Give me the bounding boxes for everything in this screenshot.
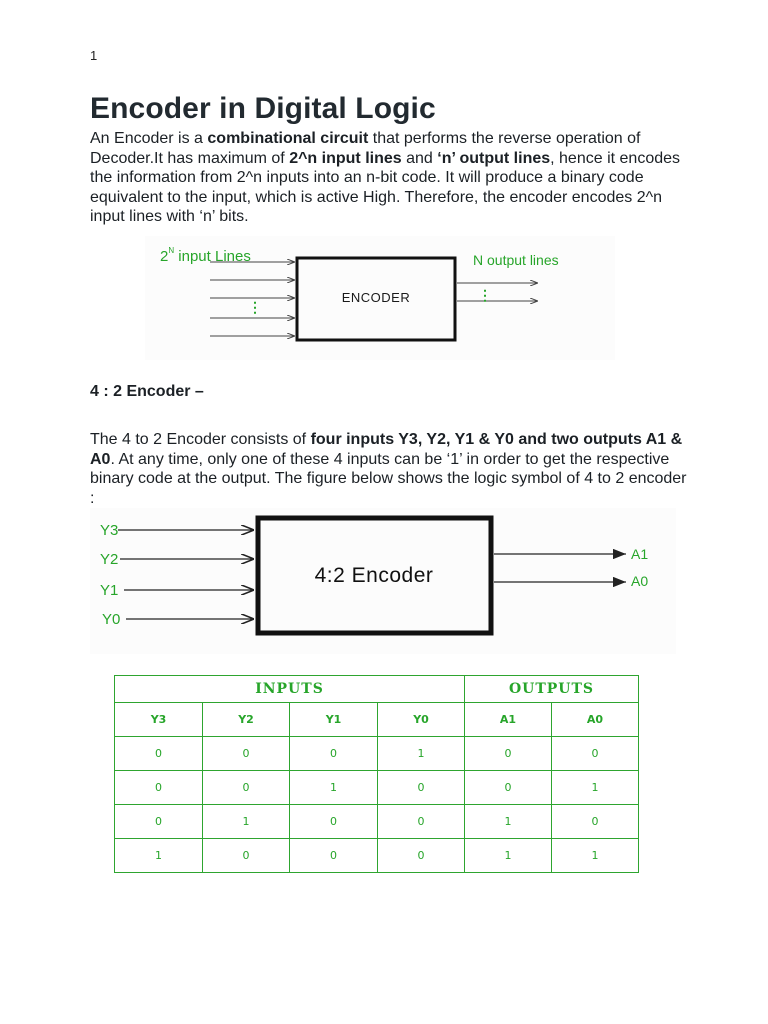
table-cell: 1 [378,737,465,771]
table-row [115,805,639,839]
table-cell: 0 [290,805,378,839]
table-cell: 0 [378,771,465,805]
input-label-base: 2 [160,248,169,265]
table-cell: 0 [203,737,290,771]
table-cell: 1 [465,805,552,839]
table-cell: 0 [378,839,465,873]
table-cell: 0 [552,805,639,839]
encoder-block-diagram [145,236,615,360]
page-number: 1 [90,48,98,63]
column-header-y0: Y0 [378,703,465,737]
table-cell: 0 [465,771,552,805]
input-label-y3: Y3 [100,522,119,539]
column-header-a1: A1 [465,703,552,737]
input-ellipsis-icon: ⋮ [248,299,262,315]
table-cell: 0 [552,737,639,771]
table-row [115,771,639,805]
table-cell: 0 [290,839,378,873]
output-label-a1: A1 [631,546,649,562]
input-label-y1: Y1 [100,582,119,599]
table-cell: 0 [203,839,290,873]
table-cell: 0 [115,805,203,839]
intro-paragraph: An Encoder is a combinational circuit that performs the reverse operation of Decoder.It has maximum of 2^n input lines and ‘n’ output lines, hence it encodes the information from 2^n inputs into an n-bit code. It will produce a binary code equivalent to the input, which is active High. Therefore, the encoder encodes 2^n input lines with ‘n’ bits. [90,130,681,225]
truth-table-column-headers [115,703,639,737]
column-header-y1: Y1 [290,703,378,737]
output-ellipsis-icon: ⋮ [478,287,492,303]
table-cell: 0 [115,737,203,771]
column-header-y2: Y2 [203,703,290,737]
input-label-text: input Lines [174,248,251,265]
encoder-box-label: ENCODER [341,290,411,305]
logic-symbol-diagram [90,508,676,654]
table-cell: 0 [115,771,203,805]
table-cell: 1 [203,805,290,839]
output-label: N output lines [473,252,559,268]
encoder-4-2-label: 4:2 Encoder [314,564,434,587]
table-row [115,737,639,771]
table-cell: 1 [465,839,552,873]
table-cell: 1 [552,839,639,873]
outputs-group-header: OUTPUTS [465,676,639,703]
input-label-y2: Y2 [100,551,119,568]
table-row [115,839,639,873]
table-cell: 1 [115,839,203,873]
input-label-exponent: N [168,246,175,255]
truth-table [114,675,639,873]
description-paragraph: The 4 to 2 Encoder consists of four inputs Y3, Y2, Y1 & Y0 and two outputs A1 & A0. At any time, only one of these 4 inputs can be ‘1’ in order to get the respective binary code at the output. The figure below shows the logic symbol of 4 to 2 encoder : [90,431,687,507]
table-cell: 0 [465,737,552,771]
input-label-y0: Y0 [102,611,121,628]
page-title: Encoder in Digital Logic [90,92,436,125]
table-cell: 0 [203,771,290,805]
truth-table-group-header [115,676,639,703]
output-label-a0: A0 [631,573,649,589]
column-header-a0: A0 [552,703,639,737]
table-cell: 1 [552,771,639,805]
column-header-y3: Y3 [115,703,203,737]
table-cell: 0 [378,805,465,839]
section-heading: 4 : 2 Encoder – [90,383,204,400]
table-cell: 0 [290,737,378,771]
inputs-group-header: INPUTS [115,676,465,703]
table-cell: 1 [290,771,378,805]
